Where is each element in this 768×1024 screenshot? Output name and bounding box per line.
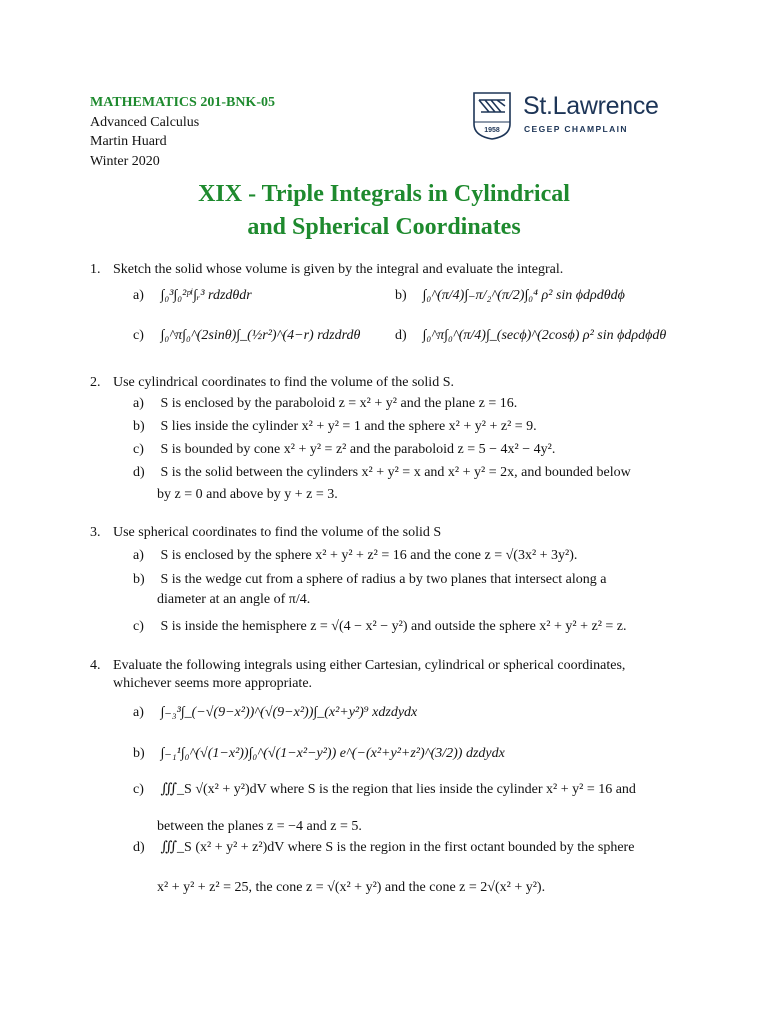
part-label: a) [133,548,144,563]
part-label: c) [133,782,144,797]
part-expression: ∫₀³∫₀²ᵖⁱ∫ᵣ³ rdzdθdr [160,288,252,303]
problem-text: Sketch the solid whose volume is given by the integral and evaluate the integral. [113,262,564,277]
part-label: a) [133,705,144,720]
part-label: b) [395,288,407,303]
problem-part [133,418,537,436]
problem-part [395,327,666,345]
part-text: ∭_S (x² + y² + z²)dV where S is the region in the first octant bounded by the sphere [160,840,635,855]
part-label: a) [133,288,144,303]
problem-part [133,745,505,763]
part-label: c) [133,442,144,457]
part-expression: ∫₋₁¹∫₀^(√(1−x²))∫₀^(√(1−x²−y²)) e^(−(x²+y²+z²)^(3/2)) dzdydx [160,746,505,761]
brand-subtitle: CEGEP CHAMPLAIN [524,124,628,134]
part-continuation: diameter at an angle of π/4. [157,592,311,607]
course-code: MATHEMATICS 201-BNK-05 [90,95,275,110]
part-text: S is bounded by cone x² + y² = z² and the paraboloid z = 5 − 4x² − 4y². [160,442,556,457]
brand-name: St.Lawrence [523,92,659,120]
problem-number: 3. [90,525,101,540]
page-title-line-1: XIX - Triple Integrals in Cylindrical [198,181,570,207]
part-text: S is enclosed by the sphere x² + y² + z² = 16 and the cone z = √(3x² + 3y²). [160,548,578,563]
crest-year: 1958 [484,127,500,134]
problem-number: 4. [90,658,101,673]
problem-part [133,704,417,722]
problem-part [133,547,577,565]
problem-part [133,571,606,589]
part-continuation: between the planes z = −4 and z = 5. [157,819,362,834]
problem-text: Use cylindrical coordinates to find the volume of the solid S. [113,375,454,390]
part-label: b) [133,572,145,587]
problem-part [133,441,555,459]
term: Winter 2020 [90,153,160,169]
instructor-name: Martin Huard [90,134,167,149]
problem-part [133,839,634,857]
part-text: S is the solid between the cylinders x² + y² = x and x² + y² = 2x, and bounded below [160,465,631,480]
part-text: S is inside the hemisphere z = √(4 − x² − y²) and outside the sphere x² + y² + z² = z. [160,619,627,634]
part-expression: ∫₀^π∫₀^(π/4)∫_(secϕ)^(2cosϕ) ρ² sin ϕdρdϕdθ [422,328,667,343]
part-expression: ∫₀^(π/4)∫₋π/₂^(π/2)∫₀⁴ ρ² sin ϕdρdθdϕ [422,288,625,303]
part-expression: ∫₋₃³∫_(−√(9−x²))^(√(9−x²))∫_(x²+y²)⁹ xdzdydx [160,705,418,720]
crest-icon [473,92,511,140]
problem-text: Use spherical coordinates to find the volume of the solid S [113,525,442,540]
part-expression: ∫₀^π∫₀^(2sinθ)∫_(½r²)^(4−r) rdzdrdθ [160,328,361,343]
problem-part [133,464,631,482]
problem-text-continuation: whichever seems more appropriate. [113,676,313,691]
part-label: c) [133,619,144,634]
part-text: ∭_S √(x² + y²)dV where S is the region that lies inside the cylinder x² + y² = 16 and [160,782,636,797]
page-title-line-2: and Spherical Coordinates [247,214,521,240]
problem-part [133,287,252,305]
part-text: S lies inside the cylinder x² + y² = 1 and the sphere x² + y² + z² = 9. [160,419,537,434]
part-continuation: by z = 0 and above by y + z = 3. [157,487,338,502]
part-continuation: x² + y² + z² = 25, the cone z = √(x² + y²) and the cone z = 2√(x² + y²). [157,880,546,895]
part-label: d) [133,840,145,855]
problem-part [133,781,636,799]
part-label: b) [133,419,145,434]
college-logo [473,92,663,140]
problem-number: 2. [90,375,101,390]
course-name: Advanced Calculus [90,114,200,130]
problem-part [395,287,625,305]
problem-part [133,395,517,413]
problem-text: Evaluate the following integrals using either Cartesian, cylindrical or spherical coordinates, [113,658,626,673]
part-text: S is enclosed by the paraboloid z = x² + y² and the plane z = 16. [160,396,518,411]
part-text: S is the wedge cut from a sphere of radius a by two planes that intersect along a [160,572,607,587]
course-info [90,93,275,171]
problem-number: 1. [90,262,101,277]
part-label: d) [395,328,407,343]
part-label: b) [133,746,145,761]
part-label: d) [133,465,145,480]
part-label: a) [133,396,144,411]
part-label: c) [133,328,144,343]
problem-part [133,618,627,636]
problem-part [133,327,360,345]
